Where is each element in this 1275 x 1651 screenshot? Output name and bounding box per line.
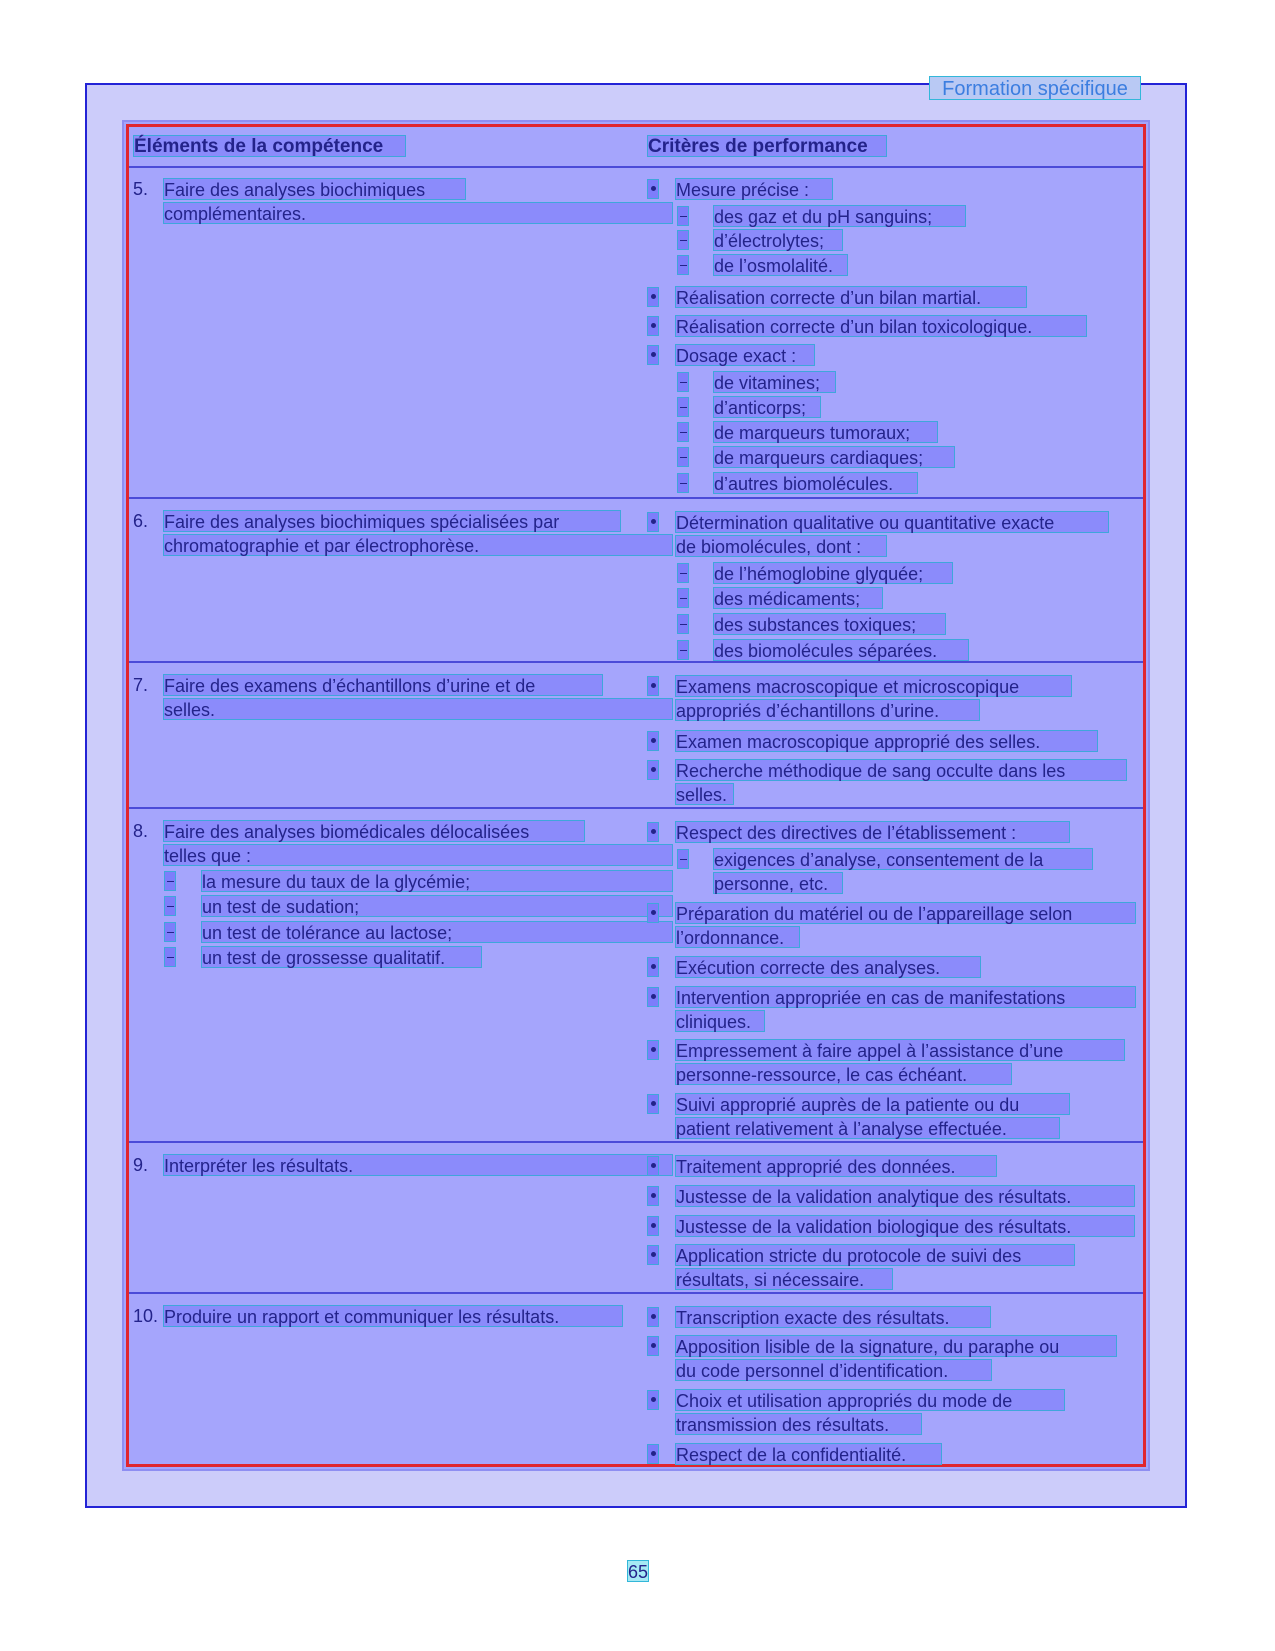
criterion-text: Dosage exact : [675, 344, 815, 366]
bullet-icon [647, 957, 659, 977]
criterion-text: personne-ressource, le cas échéant. [675, 1063, 1012, 1085]
bullet-icon [647, 760, 659, 780]
criterion-text: Justesse de la validation biologique des résultats. [675, 1215, 1135, 1237]
criterion-subitem: d’électrolytes; [713, 229, 843, 251]
dash-icon [677, 372, 689, 392]
column-header-criteria: Critères de performance [647, 135, 887, 157]
criterion-subitem: des médicaments; [713, 587, 883, 609]
bullet-icon [647, 512, 659, 532]
element-number: 6. [133, 511, 149, 531]
criterion-text: Traitement approprié des données. [675, 1155, 997, 1177]
bullet-icon [647, 731, 659, 751]
row-divider [129, 1292, 1143, 1294]
element-text: Produire un rapport et communiquer les résultats. [163, 1305, 623, 1327]
element-text: Interpréter les résultats. [163, 1154, 673, 1176]
element-number: 10. [133, 1306, 159, 1326]
criterion-subitem: des gaz et du pH sanguins; [713, 205, 966, 227]
bullet-icon [647, 1040, 659, 1060]
criterion-text: Détermination qualitative ou quantitative exacte [675, 511, 1109, 533]
dash-icon [164, 922, 176, 942]
bullet-icon [647, 287, 659, 307]
dash-icon [164, 871, 176, 891]
criterion-subitem: d’autres biomolécules. [713, 472, 918, 494]
element-subitem: un test de tolérance au lactose; [201, 921, 673, 943]
criterion-subitem: des substances toxiques; [713, 613, 946, 635]
bullet-icon [647, 1094, 659, 1114]
dash-icon [677, 588, 689, 608]
row-divider [129, 661, 1143, 663]
bullet-icon [647, 1186, 659, 1206]
criterion-text: Apposition lisible de la signature, du paraphe ou [675, 1335, 1117, 1357]
dash-icon [164, 896, 176, 916]
criterion-text: Examen macroscopique approprié des selles. [675, 730, 1098, 752]
dash-icon [164, 947, 176, 967]
criterion-subitem: de vitamines; [713, 371, 836, 393]
criterion-text: de biomolécules, dont : [675, 535, 887, 557]
criterion-text: Réalisation correcte d’un bilan toxicologique. [675, 315, 1087, 337]
criterion-text: du code personnel d’identification. [675, 1359, 992, 1381]
dash-icon [677, 640, 689, 660]
criterion-text: Respect de la confidentialité. [675, 1443, 942, 1465]
bullet-icon [647, 1307, 659, 1327]
row-divider [129, 1141, 1143, 1143]
bullet-icon [647, 345, 659, 365]
dash-icon [677, 447, 689, 467]
criterion-text: Préparation du matériel ou de l’appareillage selon [675, 902, 1136, 924]
element-text: telles que : [163, 844, 673, 866]
criterion-text: Transcription exacte des résultats. [675, 1306, 991, 1328]
dash-icon [677, 473, 689, 493]
bullet-icon [647, 676, 659, 696]
element-number: 9. [133, 1155, 149, 1175]
criterion-subitem: d’anticorps; [713, 396, 821, 418]
element-subitem: un test de grossesse qualitatif. [201, 946, 482, 968]
element-subitem: la mesure du taux de la glycémie; [201, 870, 673, 892]
dash-icon [677, 422, 689, 442]
element-number: 5. [133, 179, 149, 199]
element-text: Faire des examens d’échantillons d’urine et de [163, 674, 603, 696]
criterion-text: Justesse de la validation analytique des résultats. [675, 1185, 1135, 1207]
row-divider [129, 166, 1143, 168]
criterion-text: Réalisation correcte d’un bilan martial. [675, 286, 1027, 308]
row-divider [129, 497, 1143, 499]
bullet-icon [647, 316, 659, 336]
criterion-text: Choix et utilisation appropriés du mode de [675, 1389, 1065, 1411]
criterion-subitem: de l’osmolalité. [713, 254, 848, 276]
criterion-text: résultats, si nécessaire. [675, 1268, 893, 1290]
criterion-text: Intervention appropriée en cas de manifestations [675, 986, 1136, 1008]
element-number: 7. [133, 675, 149, 695]
criterion-text: Exécution correcte des analyses. [675, 956, 981, 978]
dash-icon [677, 849, 689, 869]
criterion-subitem: personne, etc. [713, 872, 843, 894]
criterion-subitem: exigences d’analyse, consentement de la [713, 848, 1093, 870]
criterion-subitem: de l’hémoglobine glyquée; [713, 562, 953, 584]
criterion-text: Suivi approprié auprès de la patiente ou du [675, 1093, 1070, 1115]
criterion-text: cliniques. [675, 1010, 765, 1032]
element-subitem: un test de sudation; [201, 895, 673, 917]
element-text: chromatographie et par électrophorèse. [163, 534, 673, 556]
bullet-icon [647, 1156, 659, 1176]
element-text: Faire des analyses biochimiques spécialisées par [163, 510, 621, 532]
criterion-subitem: des biomolécules séparées. [713, 639, 969, 661]
criterion-subitem: de marqueurs tumoraux; [713, 421, 938, 443]
criterion-text: patient relativement à l’analyse effectuée. [675, 1117, 1060, 1139]
element-text: selles. [163, 698, 673, 720]
element-number: 8. [133, 821, 149, 841]
criterion-text: Mesure précise : [675, 178, 833, 200]
element-text: complémentaires. [163, 202, 673, 224]
dash-icon [677, 563, 689, 583]
element-text: Faire des analyses biomédicales délocalisées [163, 820, 585, 842]
element-text: Faire des analyses biochimiques [163, 178, 466, 200]
bullet-icon [647, 1245, 659, 1265]
section-header: Formation spécifique [929, 76, 1141, 100]
criterion-text: transmission des résultats. [675, 1413, 922, 1435]
bullet-icon [647, 987, 659, 1007]
criterion-text: appropriés d’échantillons d’urine. [675, 699, 980, 721]
dash-icon [677, 255, 689, 275]
criterion-text: Empressement à faire appel à l’assistance d’une [675, 1039, 1125, 1061]
bullet-icon [647, 1390, 659, 1410]
criterion-subitem: de marqueurs cardiaques; [713, 446, 955, 468]
page-number: 65 [628, 1562, 649, 1582]
dash-icon [677, 206, 689, 226]
criterion-text: l’ordonnance. [675, 926, 800, 948]
row-divider [129, 807, 1143, 809]
column-header-elements: Éléments de la compétence [133, 135, 406, 157]
criterion-text: Respect des directives de l’établissement : [675, 821, 1070, 843]
dash-icon [677, 397, 689, 417]
bullet-icon [647, 179, 659, 199]
bullet-icon [647, 1216, 659, 1236]
bullet-icon [647, 822, 659, 842]
dash-icon [677, 614, 689, 634]
dash-icon [677, 230, 689, 250]
criterion-text: Examens macroscopique et microscopique [675, 675, 1072, 697]
criterion-text: selles. [675, 783, 734, 805]
criterion-text: Application stricte du protocole de suivi des [675, 1244, 1075, 1266]
criterion-text: Recherche méthodique de sang occulte dans les [675, 759, 1127, 781]
bullet-icon [647, 1444, 659, 1464]
bullet-icon [647, 1336, 659, 1356]
bullet-icon [647, 903, 659, 923]
